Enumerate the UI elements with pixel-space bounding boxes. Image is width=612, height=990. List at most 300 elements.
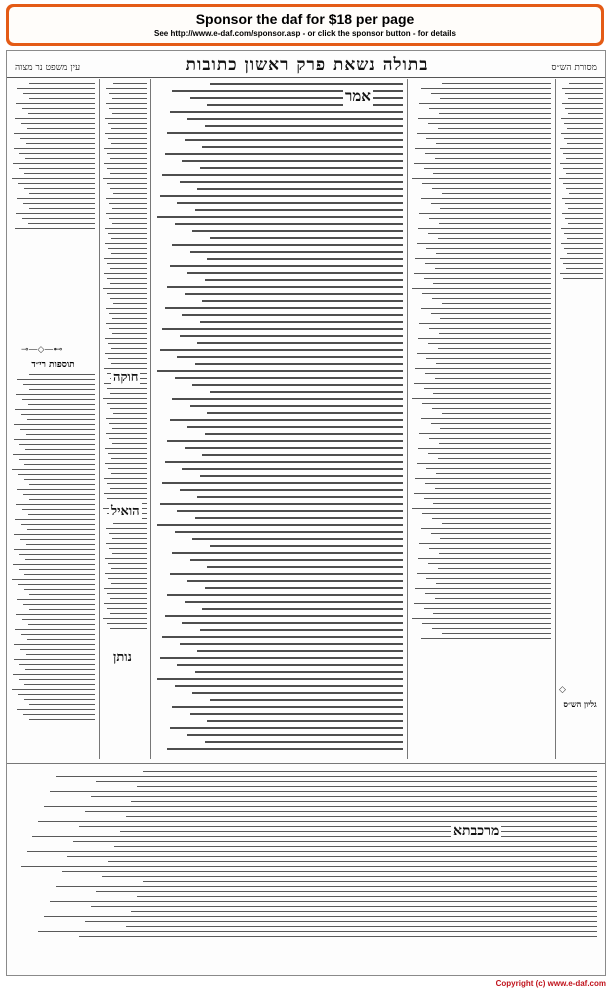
text-line xyxy=(14,644,95,645)
text-line xyxy=(112,318,147,319)
text-line xyxy=(197,188,403,190)
text-line xyxy=(111,363,147,364)
text-line xyxy=(24,479,95,480)
text-line xyxy=(412,178,551,179)
text-line xyxy=(442,523,551,524)
text-line xyxy=(177,202,403,204)
text-line xyxy=(432,408,551,409)
text-line xyxy=(422,623,551,624)
text-line xyxy=(192,384,403,386)
text-line xyxy=(180,335,403,337)
text-line xyxy=(104,273,147,274)
text-line xyxy=(435,378,551,379)
text-line xyxy=(126,816,597,817)
text-line xyxy=(143,771,597,772)
text-line xyxy=(167,286,403,288)
text-line xyxy=(436,583,551,584)
text-line xyxy=(433,393,551,394)
text-line xyxy=(109,108,147,109)
text-line xyxy=(16,504,95,505)
text-line xyxy=(106,528,147,529)
text-line xyxy=(414,493,551,494)
text-line xyxy=(425,263,551,264)
text-line xyxy=(172,398,403,400)
text-line xyxy=(27,128,95,129)
text-line xyxy=(96,891,597,892)
text-line xyxy=(109,423,147,424)
text-line xyxy=(111,568,147,569)
text-line xyxy=(14,534,95,535)
text-line xyxy=(195,209,403,211)
text-line xyxy=(187,426,403,428)
text-line xyxy=(105,338,147,339)
text-line xyxy=(105,118,147,119)
text-line xyxy=(26,544,95,545)
text-line xyxy=(19,664,95,665)
text-line xyxy=(17,599,95,600)
text-line xyxy=(432,628,551,629)
text-line xyxy=(29,208,95,209)
text-line xyxy=(106,88,147,89)
text-line xyxy=(165,153,403,155)
text-line xyxy=(172,552,403,554)
text-line xyxy=(108,138,147,139)
text-line xyxy=(85,811,597,812)
sponsor-banner-inner xyxy=(9,7,601,43)
text-line xyxy=(15,629,95,630)
text-line xyxy=(105,243,147,244)
column-divider xyxy=(99,79,100,759)
text-line xyxy=(197,650,403,652)
sponsor-title[interactable]: Sponsor the daf for $18 per page xyxy=(195,11,415,27)
text-line xyxy=(62,871,597,872)
text-line xyxy=(419,213,551,214)
text-lines xyxy=(15,771,597,941)
text-line xyxy=(197,342,403,344)
text-line xyxy=(14,148,95,149)
text-line xyxy=(182,160,403,162)
text-line xyxy=(440,318,551,319)
text-line xyxy=(182,314,403,316)
text-line xyxy=(426,468,551,469)
text-line xyxy=(16,103,95,104)
text-line xyxy=(200,475,403,477)
text-line xyxy=(29,98,95,99)
text-line xyxy=(415,148,551,149)
text-line xyxy=(113,523,147,524)
rashi-column xyxy=(411,83,551,759)
text-line xyxy=(113,413,147,414)
text-line xyxy=(177,664,403,666)
text-line xyxy=(22,399,95,400)
text-line xyxy=(431,313,551,314)
text-line xyxy=(26,434,95,435)
text-line xyxy=(205,741,403,743)
text-line xyxy=(438,238,551,239)
page-title: בתולה נשאת פרק ראשון כתובות xyxy=(185,55,429,75)
text-line xyxy=(422,403,551,404)
text-line xyxy=(170,573,403,575)
text-line xyxy=(105,463,147,464)
text-line xyxy=(29,389,95,390)
text-line xyxy=(104,478,147,479)
text-line xyxy=(113,193,147,194)
text-line xyxy=(38,931,597,932)
text-line xyxy=(561,228,603,229)
text-line xyxy=(111,238,147,239)
text-line xyxy=(414,383,551,384)
section-divider xyxy=(7,763,605,764)
text-line xyxy=(21,866,597,867)
text-line xyxy=(172,706,403,708)
text-line xyxy=(205,587,403,589)
dibur-hamatchil-hoil: הואיל xyxy=(111,504,140,519)
text-line xyxy=(109,203,147,204)
text-line xyxy=(24,574,95,575)
text-line xyxy=(109,548,147,549)
text-line xyxy=(19,554,95,555)
text-line xyxy=(15,519,95,520)
text-line xyxy=(126,926,597,927)
dibur-hamatchil-noten: נותן xyxy=(113,650,132,665)
text-line xyxy=(210,391,403,393)
text-line xyxy=(105,228,147,229)
text-line xyxy=(16,213,95,214)
text-line xyxy=(429,548,551,549)
text-lines xyxy=(11,83,95,233)
text-line xyxy=(102,876,597,877)
text-line xyxy=(421,418,551,419)
text-line xyxy=(91,796,597,797)
sponsor-banner[interactable] xyxy=(6,4,604,46)
text-line xyxy=(24,699,95,700)
text-line xyxy=(17,379,95,380)
text-line xyxy=(12,469,95,470)
text-line xyxy=(207,258,403,260)
text-line xyxy=(23,203,95,204)
text-line xyxy=(417,133,551,134)
text-line xyxy=(202,146,403,148)
text-line xyxy=(431,533,551,534)
text-line xyxy=(190,559,403,561)
text-line xyxy=(111,348,147,349)
text-line xyxy=(442,633,551,634)
text-line xyxy=(112,428,147,429)
text-line xyxy=(187,118,403,120)
text-line xyxy=(185,447,403,449)
text-line xyxy=(419,433,551,434)
text-line xyxy=(182,468,403,470)
text-line xyxy=(105,558,147,559)
text-line xyxy=(560,258,603,259)
text-line xyxy=(563,153,603,154)
text-line xyxy=(27,851,597,852)
text-line xyxy=(19,679,95,680)
text-line xyxy=(20,649,95,650)
text-line xyxy=(442,193,551,194)
text-line xyxy=(111,583,147,584)
text-line xyxy=(418,558,551,559)
text-line xyxy=(428,453,551,454)
text-line xyxy=(205,433,403,435)
text-lines xyxy=(559,83,603,283)
text-line xyxy=(107,498,147,499)
text-line xyxy=(185,139,403,141)
text-line xyxy=(13,163,95,164)
text-line xyxy=(428,343,551,344)
text-line xyxy=(23,93,95,94)
bottom-commentary xyxy=(15,771,597,967)
text-line xyxy=(23,714,95,715)
text-line xyxy=(440,538,551,539)
text-line xyxy=(210,699,403,701)
text-line xyxy=(419,323,551,324)
text-line xyxy=(210,83,403,85)
text-line xyxy=(560,163,603,164)
text-line xyxy=(435,488,551,489)
text-line xyxy=(19,168,95,169)
bottom-commentary-heading: מרכבתא xyxy=(453,823,500,839)
text-line xyxy=(22,509,95,510)
text-line xyxy=(106,308,147,309)
text-line xyxy=(419,103,551,104)
text-line xyxy=(421,528,551,529)
text-line xyxy=(28,113,95,114)
text-line xyxy=(567,128,603,129)
text-line xyxy=(565,218,603,219)
text-line xyxy=(12,178,95,179)
text-line xyxy=(562,198,603,199)
text-line xyxy=(412,288,551,289)
text-line xyxy=(110,173,147,174)
text-line xyxy=(114,846,597,847)
text-line xyxy=(157,524,403,526)
text-line xyxy=(160,195,403,197)
text-line xyxy=(422,183,551,184)
text-line xyxy=(438,128,551,129)
text-line xyxy=(197,496,403,498)
text-line xyxy=(442,83,551,84)
text-line xyxy=(107,483,147,484)
text-line xyxy=(162,636,403,638)
copyright-link[interactable]: Copyright (c) www.e-daf.com xyxy=(495,979,606,988)
text-line xyxy=(160,503,403,505)
text-line xyxy=(107,183,147,184)
text-line xyxy=(167,132,403,134)
text-line xyxy=(165,615,403,617)
text-line xyxy=(565,93,603,94)
text-line xyxy=(412,508,551,509)
text-line xyxy=(23,494,95,495)
text-line xyxy=(108,123,147,124)
text-line xyxy=(108,563,147,564)
text-line xyxy=(21,123,95,124)
text-line xyxy=(27,419,95,420)
margin-notes-column xyxy=(559,83,603,683)
text-line xyxy=(17,489,95,490)
text-line xyxy=(15,228,95,229)
text-line xyxy=(439,443,551,444)
text-line xyxy=(29,719,95,720)
text-line xyxy=(200,321,403,323)
text-line xyxy=(160,349,403,351)
text-line xyxy=(20,539,95,540)
text-line xyxy=(14,424,95,425)
text-line xyxy=(415,258,551,259)
text-line xyxy=(205,279,403,281)
text-line xyxy=(424,388,551,389)
text-line xyxy=(113,303,147,304)
text-line xyxy=(29,609,95,610)
text-line xyxy=(431,203,551,204)
text-line xyxy=(162,174,403,176)
text-line xyxy=(19,444,95,445)
text-line xyxy=(200,629,403,631)
text-line xyxy=(564,138,603,139)
text-line xyxy=(207,566,403,568)
text-line xyxy=(50,791,597,792)
text-line xyxy=(103,178,147,179)
text-line xyxy=(104,148,147,149)
text-line xyxy=(157,370,403,372)
text-line xyxy=(106,433,147,434)
text-line xyxy=(415,478,551,479)
text-line xyxy=(429,438,551,439)
text-line xyxy=(185,601,403,603)
text-line xyxy=(108,248,147,249)
text-line xyxy=(432,188,551,189)
text-line xyxy=(105,573,147,574)
text-line xyxy=(105,448,147,449)
text-line xyxy=(442,303,551,304)
text-line xyxy=(207,104,403,106)
text-line xyxy=(85,921,597,922)
text-line xyxy=(202,300,403,302)
text-line xyxy=(419,543,551,544)
text-line xyxy=(109,533,147,534)
text-line xyxy=(112,443,147,444)
text-line xyxy=(414,163,551,164)
text-line xyxy=(414,273,551,274)
text-line xyxy=(26,143,95,144)
text-line xyxy=(17,88,95,89)
text-line xyxy=(28,624,95,625)
text-line xyxy=(564,233,603,234)
text-line xyxy=(568,98,603,99)
text-line xyxy=(110,268,147,269)
text-line xyxy=(24,684,95,685)
text-line xyxy=(424,608,551,609)
text-line xyxy=(428,123,551,124)
text-line xyxy=(19,459,95,460)
text-line xyxy=(120,831,597,832)
dibur-hamatchil-chuka: חוקה xyxy=(113,370,139,385)
text-line xyxy=(19,153,95,154)
text-line xyxy=(107,388,147,389)
text-line xyxy=(560,273,603,274)
text-lines xyxy=(155,83,403,755)
text-line xyxy=(563,263,603,264)
text-line xyxy=(564,248,603,249)
text-line xyxy=(170,727,403,729)
text-line xyxy=(167,440,403,442)
column-divider xyxy=(150,79,151,759)
text-line xyxy=(111,458,147,459)
text-line xyxy=(421,308,551,309)
text-line xyxy=(103,288,147,289)
text-line xyxy=(560,148,603,149)
text-line xyxy=(111,128,147,129)
text-line xyxy=(25,559,95,560)
text-line xyxy=(107,593,147,594)
text-line xyxy=(112,223,147,224)
text-line xyxy=(182,622,403,624)
text-line xyxy=(562,103,603,104)
text-line xyxy=(143,881,597,882)
text-line xyxy=(175,223,403,225)
text-line xyxy=(565,203,603,204)
text-line xyxy=(567,238,603,239)
text-line xyxy=(108,233,147,234)
text-line xyxy=(27,639,95,640)
tosafot-heading: תוספות רי״ד xyxy=(31,360,75,370)
text-line xyxy=(202,454,403,456)
text-line xyxy=(180,181,403,183)
text-line xyxy=(431,423,551,424)
section-ornament: ◇ xyxy=(559,685,566,695)
text-line xyxy=(29,193,95,194)
text-line xyxy=(104,163,147,164)
text-line xyxy=(20,429,95,430)
text-line xyxy=(13,674,95,675)
text-line xyxy=(44,916,597,917)
gilyon-heading: גליון הש״ס xyxy=(563,699,597,709)
talmud-page xyxy=(6,50,606,976)
text-line xyxy=(561,243,603,244)
text-line xyxy=(433,503,551,504)
text-line xyxy=(104,588,147,589)
text-line xyxy=(438,568,551,569)
text-line xyxy=(25,669,95,670)
text-line xyxy=(187,272,403,274)
text-line xyxy=(23,604,95,605)
text-line xyxy=(24,173,95,174)
text-line xyxy=(440,428,551,429)
text-line xyxy=(137,896,597,897)
text-line xyxy=(563,168,603,169)
text-line xyxy=(433,173,551,174)
text-line xyxy=(170,111,403,113)
text-line xyxy=(16,394,95,395)
text-line xyxy=(440,98,551,99)
text-line xyxy=(106,103,147,104)
text-line xyxy=(567,143,603,144)
text-line xyxy=(12,579,95,580)
text-line xyxy=(32,836,597,837)
column-divider xyxy=(555,79,556,759)
text-line xyxy=(108,578,147,579)
text-line xyxy=(29,83,95,84)
text-line xyxy=(559,178,603,179)
text-line xyxy=(103,618,147,619)
text-line xyxy=(56,886,597,887)
sponsor-subtitle[interactable]: See http://www.e-daf.com/sponsor.asp - or click the sponsor button - for details xyxy=(154,29,456,38)
text-line xyxy=(439,113,551,114)
text-line xyxy=(29,704,95,705)
text-line xyxy=(112,333,147,334)
text-line xyxy=(192,692,403,694)
text-line xyxy=(107,168,147,169)
